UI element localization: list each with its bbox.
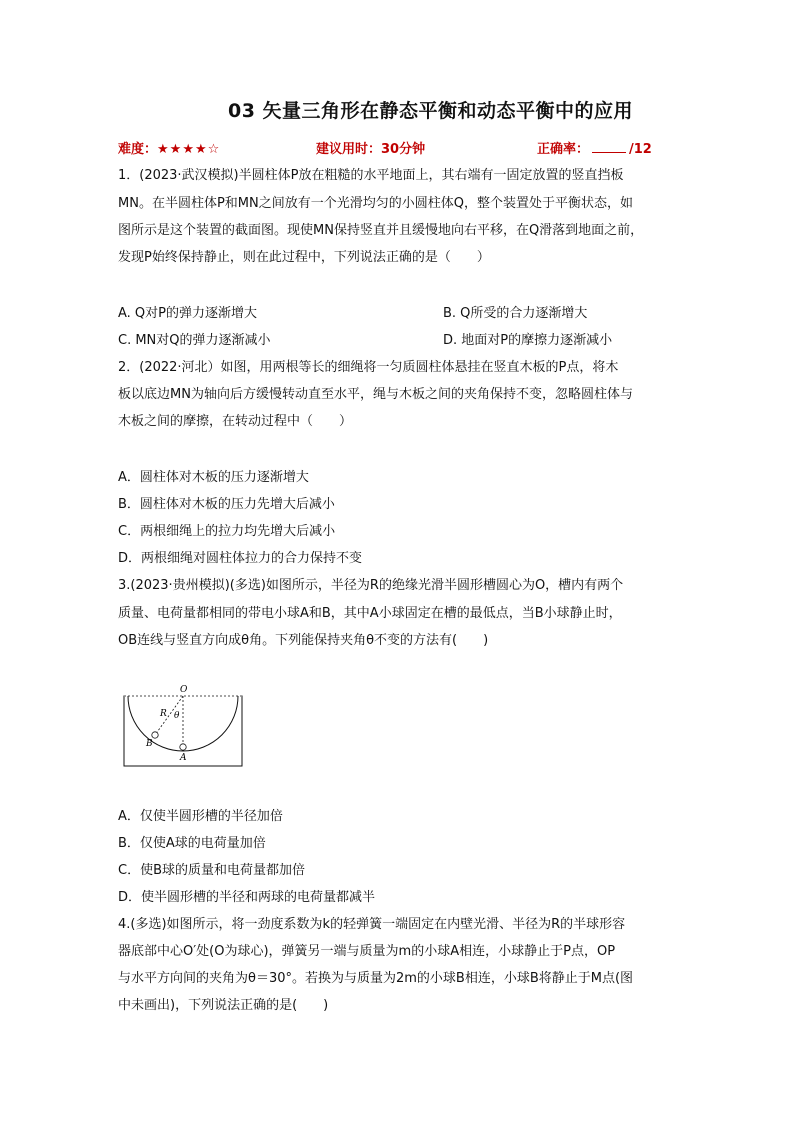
accuracy-label: 正确率：: [537, 142, 590, 157]
q4-line: 中未画出)，下列说法正确的是( ): [118, 998, 329, 1013]
q2-option-a[interactable]: A．圆柱体对木板的压力逐渐增大: [118, 470, 309, 485]
q2-line: 2．(2022·河北）如图，用两根等长的细绳将一匀质圆柱体悬挂在竖直木板的P点，将木: [118, 360, 619, 375]
q1-line: 图所示是这个装置的截面图。现使MN保持竖直并且缓慢地向右平移，在Q滑落到地面之前，: [118, 223, 644, 238]
q2-option-c[interactable]: C．两根细绳上的拉力均先增大后减小: [118, 524, 336, 539]
label-a: A: [180, 753, 187, 763]
difficulty-label: 难度：: [118, 142, 158, 157]
q1-line: 发现P始终保持静止，则在此过程中，下列说法正确的是（ ）: [118, 250, 490, 265]
q4-line: 4.(多选)如图所示，将一劲度系数为k的轻弹簧一端固定在内壁光滑、半径为R的半球形容: [118, 917, 626, 932]
ball-b: [152, 732, 158, 738]
q1-option-d[interactable]: D. 地面对P的摩擦力逐渐减小: [443, 333, 613, 348]
difficulty-stars: ★★★★☆: [157, 142, 221, 157]
ball-a: [180, 744, 186, 750]
accuracy-total: /12: [629, 142, 652, 157]
suggested-time: [316, 138, 425, 157]
semicircle-groove-figure: [118, 680, 248, 772]
q3-line: 质量、电荷量都相同的带电小球A和B，其中A小球固定在槽的最低点，当B小球静止时，: [118, 606, 622, 621]
accuracy: [537, 138, 652, 157]
label-r: R: [160, 709, 167, 719]
q3-option-a[interactable]: A．仅使半圆形槽的半径加倍: [118, 809, 283, 824]
q1-option-c[interactable]: C. MN对Q的弹力逐渐减小: [118, 333, 271, 348]
accuracy-blank[interactable]: [592, 140, 626, 153]
time-value: 30分钟: [381, 142, 426, 157]
label-o: O: [180, 685, 188, 695]
q2-option-d[interactable]: D．两根细绳对圆柱体拉力的合力保持不变: [118, 551, 363, 566]
q3-option-b[interactable]: B．仅使A球的电荷量加倍: [118, 836, 266, 851]
q1-line: 1．(2023·武汉模拟)半圆柱体P放在粗糙的水平地面上，其右端有一固定放置的竖直挡板: [118, 168, 624, 183]
q3-option-d[interactable]: D．使半圆形槽的半径和两球的电荷量都减半: [118, 890, 376, 905]
q3-option-c[interactable]: C．使B球的质量和电荷量都加倍: [118, 863, 305, 878]
q2-option-b[interactable]: B．圆柱体对木板的压力先增大后减小: [118, 497, 335, 512]
q3-line: 3.(2023·贵州模拟)(多选)如图所示，半径为R的绝缘光滑半圆形槽圆心为O，槽内有两个: [118, 578, 624, 593]
q1-option-b[interactable]: B. Q所受的合力逐渐增大: [443, 306, 588, 321]
label-b: B: [146, 739, 153, 749]
time-label: 建议用时：: [316, 142, 382, 157]
q4-line: 与水平方向间的夹角为θ＝30°。若换为与质量为2m的小球B相连，小球B将静止于M点(图: [118, 971, 634, 986]
q1-option-a[interactable]: A. Q对P的弹力逐渐增大: [118, 306, 258, 321]
difficulty: [118, 138, 220, 157]
q4-line: 器底部中心O′处(O为球心)，弹簧另一端与质量为m的小球A相连，小球静止于P点，OP: [118, 944, 616, 959]
q1-line: MN。在半圆柱体P和MN之间放有一个光滑均匀的小圆柱体Q，整个装置处于平衡状态，如: [118, 196, 633, 211]
q3-line: OB连线与竖直方向成θ角。下列能保持夹角θ不变的方法有( ): [118, 633, 489, 648]
label-theta: θ: [174, 711, 180, 721]
q2-line: 木板之间的摩擦，在转动过程中（ ）: [118, 414, 353, 429]
page-title: 03 矢量三角形在静态平衡和动态平衡中的应用: [228, 100, 634, 122]
q2-line: 板以底边MN为轴向后方缓慢转动直至水平，绳与木板之间的夹角保持不变，忽略圆柱体与: [118, 387, 633, 402]
